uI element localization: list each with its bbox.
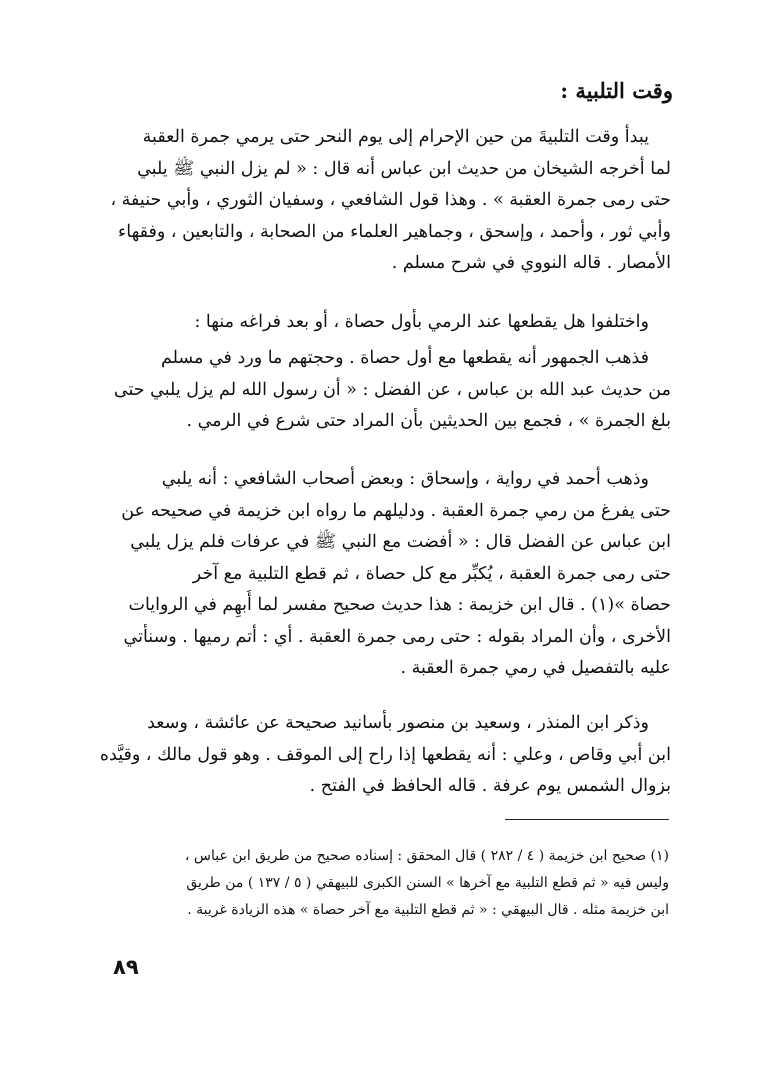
text-line: يبدأ وقت التلبيةَ من حين الإحرام إلى يوم النحر حتى يرمي جمرة العقبة bbox=[142, 127, 649, 147]
text-line: بلغ الجمرة » ، فجمع بين الحديثين بأن المراد حتى شرع في الرمي . bbox=[186, 411, 671, 431]
paragraph-2 bbox=[93, 307, 671, 339]
text-line: حتى يفرغ من رمي جمرة العقبة . ودليلهم ما رواه ابن خزيمة في صحيحه عن bbox=[121, 500, 671, 521]
footnote-line: ابن خزيمة مثله . قال البيهقي : « ثم قطع التلبية مع آخر حصاة » هذه الزيادة غريبة . bbox=[187, 902, 669, 918]
text-line: حتى رمى جمرة العقبة » . وهذا قول الشافعي ، وسفيان الثوري ، وأبي حنيفة ، bbox=[110, 190, 671, 210]
text-line: فذهب الجمهور أنه يقطعها مع أول حصاة . وحجتهم ما ورد في مسلم bbox=[160, 348, 649, 368]
paragraph-3 bbox=[93, 343, 671, 438]
footnote bbox=[93, 843, 669, 924]
paragraph-1 bbox=[93, 122, 671, 280]
page-number: ٨٩ bbox=[113, 955, 139, 979]
text-line: عليه بالتفصيل في رمي جمرة العقبة . bbox=[400, 658, 671, 678]
footnote-line: (١) صحيح ابن خزيمة ( ٤ / ٢٨٢ ) قال المحقق : إسناده صحيح من طريق ابن عباس ، bbox=[184, 848, 669, 864]
text-line: الأخرى ، وأن المراد بقوله : حتى رمى جمرة العقبة . أي : أتم رميها . وسنأتي bbox=[123, 626, 671, 647]
text-line: ابن أبي وقاص ، وعلي : أنه يقطعها إذا راح إلى الموقف . وهو قول مالك ، وقيَّده bbox=[99, 744, 671, 765]
footnote-divider bbox=[505, 819, 669, 820]
text-line: وذهب أحمد في رواية ، وإسحاق : وبعض أصحاب الشافعي : أنه يلبي bbox=[161, 469, 649, 489]
text-line: حتى رمى جمرة العقبة ، يُكبِّر مع كل حصاة ، ثم قطع التلبية مع آخر bbox=[192, 563, 671, 584]
text-line: وأبي ثور ، وأحمد ، وإسحق ، وجماهير العلماء من الصحابة ، والتابعين ، وفقهاء bbox=[118, 221, 671, 242]
text-line: من حديث عبد الله بن عباس ، عن الفضل : « أن رسول الله لم يزل يلبي حتى bbox=[113, 379, 671, 400]
footnote-line: وليس فيه « ثم قطع التلبية مع آخرها » السنن الكبرى للبيهقي ( ٥ / ١٣٧ ) من طريق bbox=[186, 875, 669, 891]
text-line: حصاة »(١) . قال ابن خزيمة : هذا حديث صحيح مفسر لما أُبهِم في الروايات bbox=[128, 595, 671, 615]
text-line: لما أخرجه الشيخان من حديث ابن عباس أنه قال : « لم يزل النبي ﷺ يلبي bbox=[137, 158, 671, 179]
text-line: بزوال الشمس يوم عرفة . قاله الحافظ في الفتح . bbox=[309, 776, 671, 796]
paragraph-5 bbox=[93, 708, 671, 803]
section-heading: وقت التلبية : bbox=[560, 78, 673, 103]
paragraph-4 bbox=[93, 464, 671, 685]
text-line: وذكر ابن المنذر ، وسعيد بن منصور بأسانيد صحيحة عن عائشة ، وسعد bbox=[147, 713, 649, 733]
text-line: واختلفوا هل يقطعها عند الرمي بأول حصاة ، أو بعد فراغه منها : bbox=[194, 312, 649, 332]
text-line: ابن عباس عن الفضل قال : « أفضت مع النبي ﷺ في عرفات فلم يزل يلبي bbox=[130, 532, 671, 552]
text-line: الأمصار . قاله النووي في شرح مسلم . bbox=[391, 253, 671, 273]
